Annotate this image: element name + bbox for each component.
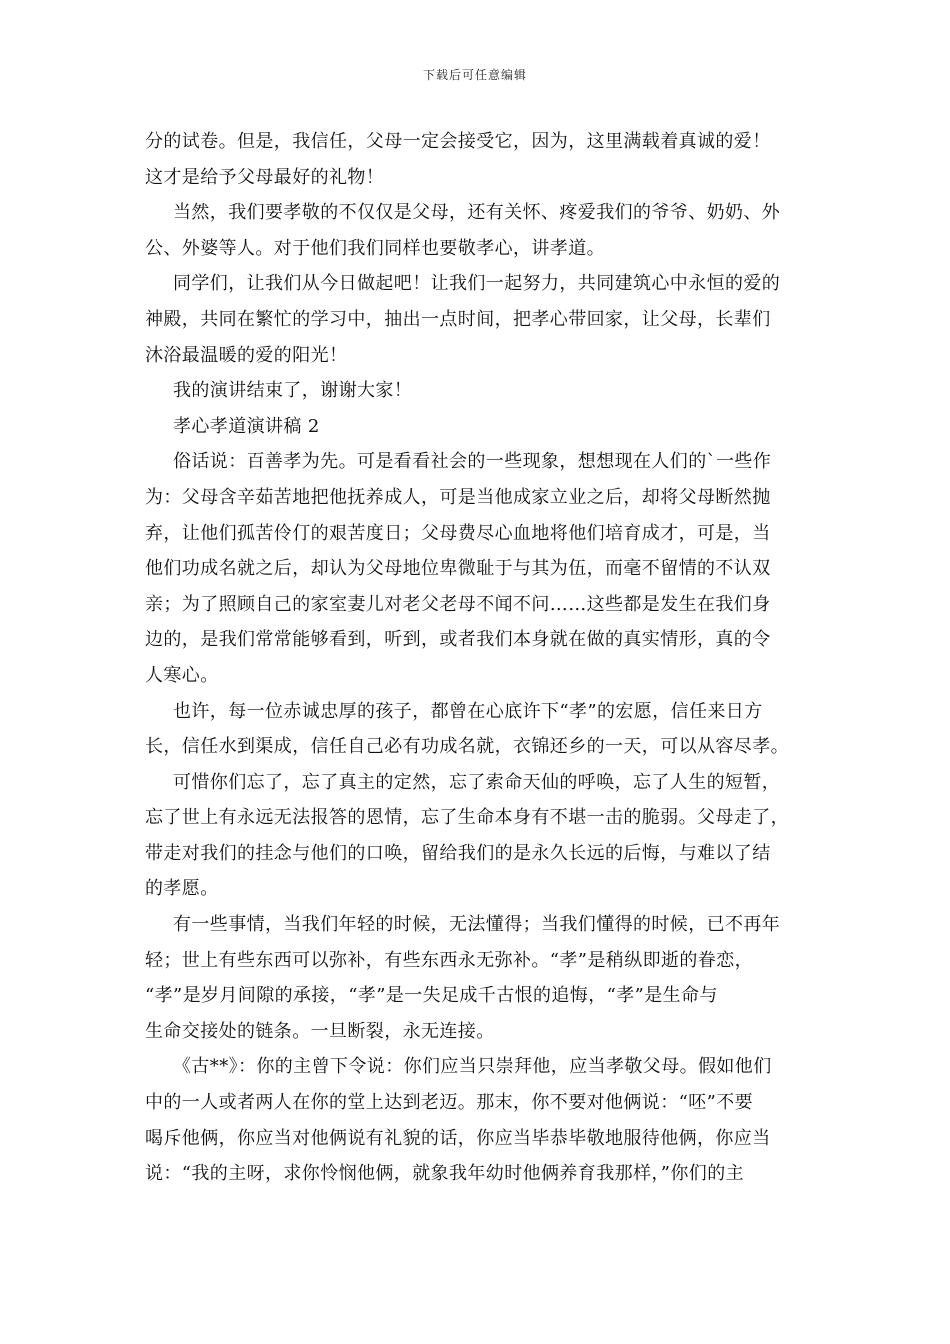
text-line: 人寒心。 (145, 664, 219, 686)
paragraph (145, 124, 807, 195)
text-line: 《古**》：你的主曾下令说：你们应当只崇拜他，应当孝敬父母。假如他们 (173, 1056, 772, 1078)
paragraph (145, 765, 807, 907)
text-line: 中的一人或者两人在你的堂上达到老迈。那末，你不要对他俩说：“呸”不要 (145, 1092, 754, 1114)
text-line: 这才是给予父母最好的礼物！ (145, 166, 385, 188)
text-line: 有一些事情，当我们年轻的时候，无法懂得；当我们懂得的时候，已不再年 (173, 914, 781, 936)
text-line: 喝斥他俩，你应当对他俩说有礼貌的话，你应当毕恭毕敬地服待他俩，你应当 (145, 1127, 771, 1149)
paragraph (145, 907, 807, 1049)
text-line: 分的试卷。但是，我信任，父母一定会接受它，因为，这里满载着真诚的爱！ (145, 131, 771, 152)
text-line: 同学们，让我们从今日做起吧！让我们一起努力，共同建筑心中永恒的爱的 (173, 273, 781, 295)
paragraph (145, 694, 807, 765)
paragraph (145, 444, 807, 693)
text-line: 我的演讲结束了，谢谢大家！ (173, 380, 413, 402)
text-line: 孝心孝道演讲稿 2 (173, 415, 320, 437)
text-line: 的孝愿。 (145, 878, 219, 900)
text-line: 忘了世上有永远无法报答的恩情，忘了生命本身有不堪一击的脆弱。父母走了， (145, 807, 789, 829)
text-line: 边的，是我们常常能够看到，听到，或者我们本身就在做的真实情形，真的令 (145, 629, 771, 651)
text-line: 当然，我们要孝敬的不仅仅是父母，还有关怀、疼爱我们的爷爷、奶奶、外 (173, 202, 781, 224)
text-line: 可惜你们忘了，忘了真主的定然，忘了索命天仙的呼唤，忘了人生的短暂， (173, 771, 781, 793)
paragraph (145, 1049, 807, 1191)
text-line: 弃，让他们孤苦伶仃的艰苦度日；父母费尽心血地将他们培育成才，可是，当 (145, 522, 771, 544)
text-line: 带走对我们的挂念与他们的口唤，留给我们的是永久长远的后悔，与难以了结 (145, 842, 771, 864)
text-line: 沐浴最温暖的爱的阳光！ (145, 344, 348, 366)
text-line: 也许，每一位赤诚忠厚的孩子，都曾在心底许下“孝”的宏愿，信任来日方 (173, 700, 763, 722)
paragraph (145, 266, 807, 373)
text-line: 长，信任水到渠成，信任自己必有功成名就，衣锦还乡的一天，可以从容尽孝。 (145, 736, 789, 758)
text-line: 公、外婆等人。对于他们我们同样也要敬孝心，讲孝道。 (145, 237, 605, 259)
text-line: 神殿，共同在繁忙的学习中，抽出一点时间，把孝心带回家，让父母，长辈们 (145, 308, 771, 330)
paragraph (145, 195, 807, 266)
text-line: 说：“我的主呀，求你怜悯他俩，就象我年幼时他俩养育我那样，”你们的主 (145, 1163, 745, 1185)
text-line: 为：父母含辛茹苦地把他抚养成人，可是当他成家立业之后，却将父母断然抛 (145, 486, 771, 508)
paragraph (145, 373, 807, 409)
text-line: 生命交接处的链条。一旦断裂，永无连接。 (145, 1020, 495, 1042)
paragraph (145, 409, 807, 445)
page-header: 下载后可任意编辑 (422, 68, 527, 82)
text-line: “孝”是岁月间隙的承接，“孝”是一失足成千古恨的追悔，“孝”是生命与 (145, 985, 718, 1007)
text-line: 轻；世上有些东西可以弥补，有些东西永无弥补。“孝”是稍纵即逝的眷恋， (145, 949, 754, 971)
text-line: 亲；为了照顾自己的家室妻儿对老父老母不闻不问……这些都是发生在我们身 (145, 593, 771, 615)
document-body (145, 124, 807, 1192)
text-line: 俗话说：百善孝为先。可是看看社会的一些现象，想想现在人们的`一些作 (173, 451, 772, 473)
text-line: 他们功成名就之后，却认为父母地位卑微耻于与其为伍，而毫不留情的不认双 (145, 558, 771, 580)
